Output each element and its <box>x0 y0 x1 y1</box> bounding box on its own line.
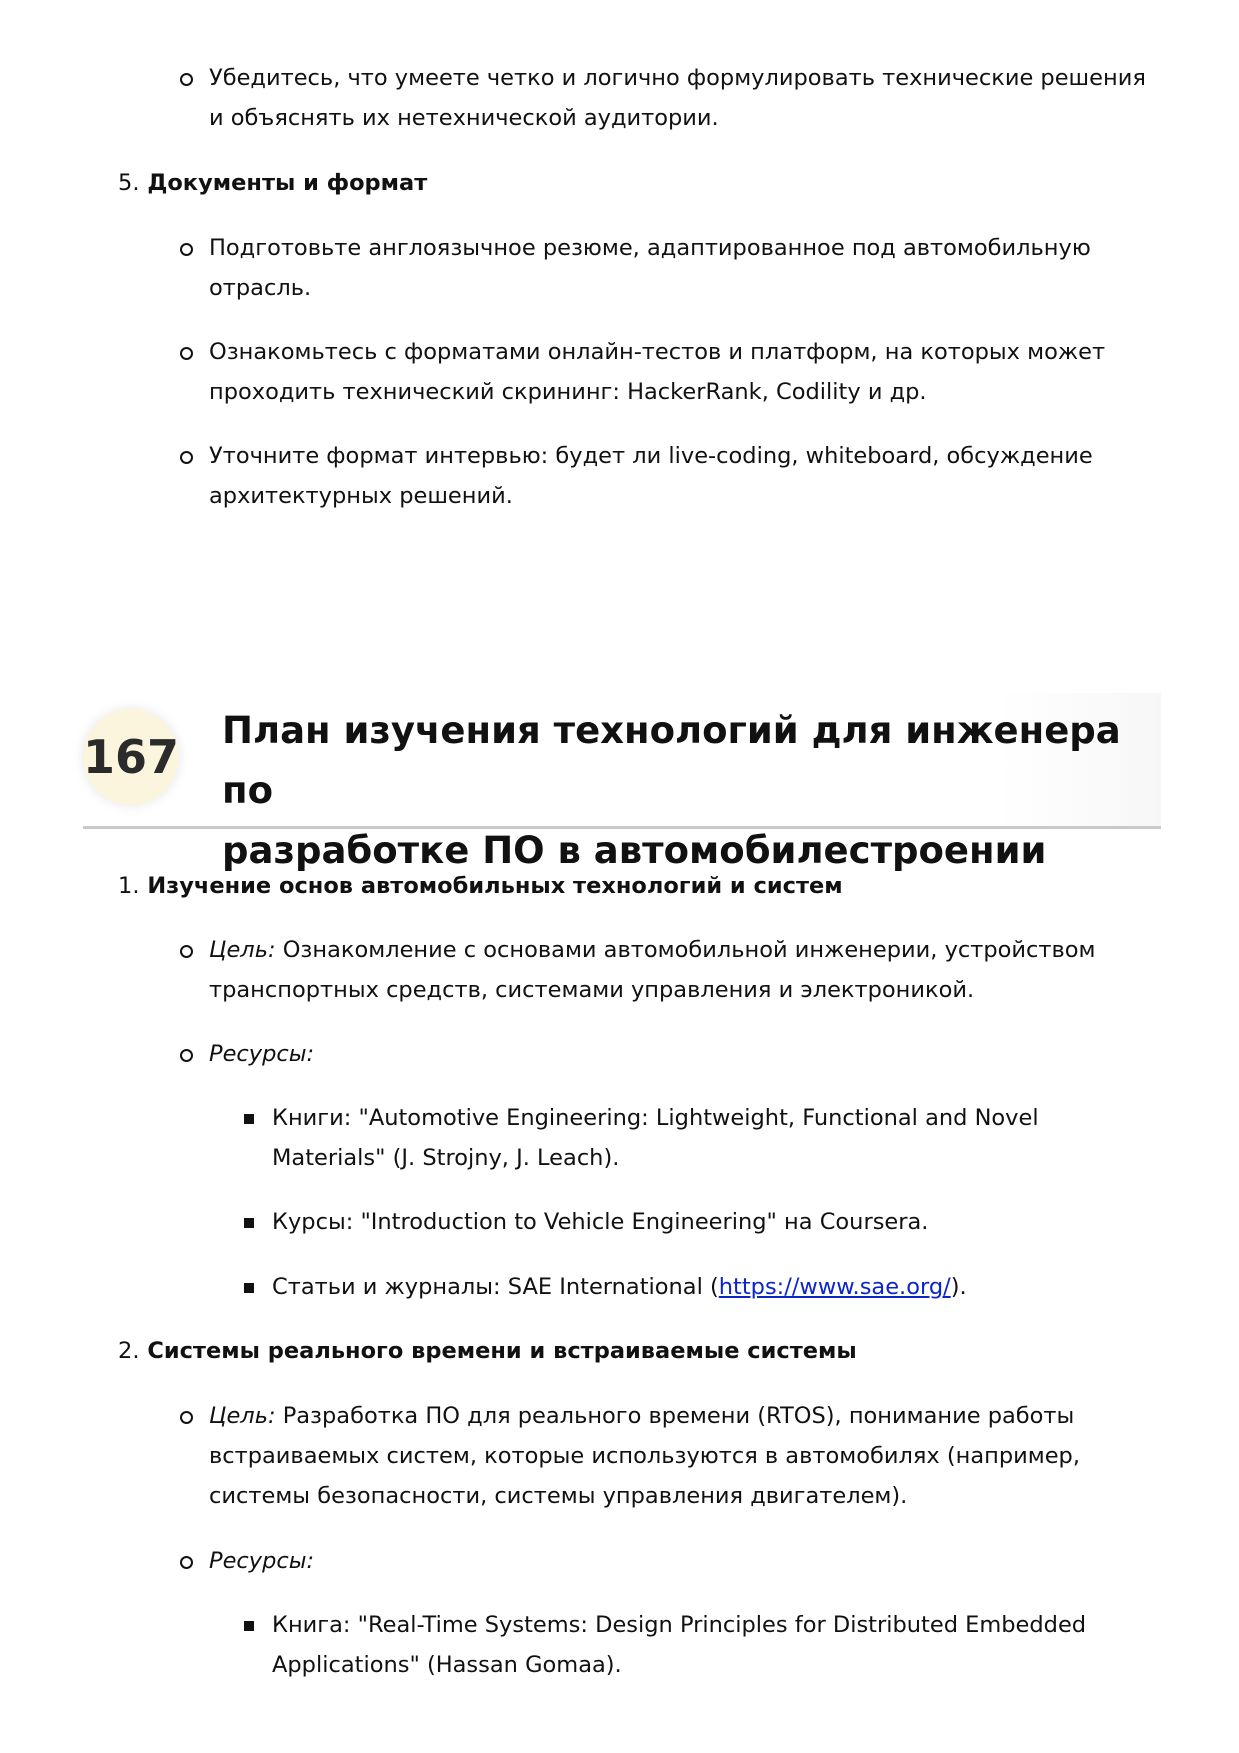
numbered-item-realtime-systems: 2. Системы реального времени и встраиваемые системы <box>118 1338 857 1364</box>
list-item: Подготовьте англоязычное резюме, адаптированное под автомобильную отрасль. <box>209 228 1149 308</box>
section-heading <box>82 693 1161 872</box>
circle-bullet-icon <box>180 945 193 958</box>
item-title: Изучение основ автомобильных технологий и систем <box>147 873 843 899</box>
resource-item: Статьи и журналы: SAE International (https://www.sae.org/). <box>272 1267 1152 1307</box>
section-title: План изучения технологий для инженера по разработке ПО в автомобилестроении <box>222 709 1121 872</box>
list-item: Убедитесь, что умеете четко и логично формулировать технические решения и объяснять их нетехнической аудитории. <box>209 58 1149 138</box>
circle-bullet-icon <box>180 1411 193 1424</box>
item-title: Документы и формат <box>147 170 428 196</box>
item-title: Системы реального времени и встраиваемые системы <box>147 1338 857 1364</box>
square-bullet-icon <box>244 1283 254 1293</box>
resource-item: Книга: "Real-Time Systems: Design Principles for Distributed Embedded Applications" (Hassan Gomaa). <box>272 1605 1152 1685</box>
section-number-badge: 167 <box>83 709 179 805</box>
square-bullet-icon <box>244 1218 254 1228</box>
numbered-item-documents: 5. Документы и формат <box>118 170 428 196</box>
list-item: Ознакомьтесь с форматами онлайн-тестов и платформ, на которых может проходить технический скрининг: HackerRank, Codility и др. <box>209 332 1149 412</box>
resources-label: Ресурсы: <box>209 1041 315 1067</box>
goal-label: Цель: <box>209 1403 276 1429</box>
circle-bullet-icon <box>180 347 193 360</box>
resources-item <box>209 1034 1149 1074</box>
circle-bullet-icon <box>180 243 193 256</box>
sae-link[interactable]: https://www.sae.org/ <box>718 1274 951 1300</box>
resources-item <box>209 1541 1149 1581</box>
goal-item: Цель: Разработка ПО для реального времени (RTOS), понимание работы встраиваемых систем, которые используются в автомобилях (например, системы безопасности, системы управления двигателем). <box>209 1396 1149 1516</box>
goal-item: Цель: Ознакомление с основами автомобильной инженерии, устройством транспортных средств, системами управления и электроникой. <box>209 930 1149 1010</box>
square-bullet-icon <box>244 1621 254 1631</box>
resource-item: Курсы: "Introduction to Vehicle Engineering" на Coursera. <box>272 1202 1152 1242</box>
square-bullet-icon <box>244 1114 254 1124</box>
circle-bullet-icon <box>180 73 193 86</box>
list-item: Уточните формат интервью: будет ли live-coding, whiteboard, обсуждение архитектурных решений. <box>209 436 1149 516</box>
numbered-item-automotive-basics: 1. Изучение основ автомобильных технологий и систем <box>118 873 843 899</box>
circle-bullet-icon <box>180 451 193 464</box>
circle-bullet-icon <box>180 1556 193 1569</box>
resources-label: Ресурсы: <box>209 1548 315 1574</box>
resource-item: Книги: "Automotive Engineering: Lightweight, Functional and Novel Materials" (J. Strojny, J. Leach). <box>272 1098 1152 1178</box>
goal-label: Цель: <box>209 937 276 963</box>
circle-bullet-icon <box>180 1049 193 1062</box>
